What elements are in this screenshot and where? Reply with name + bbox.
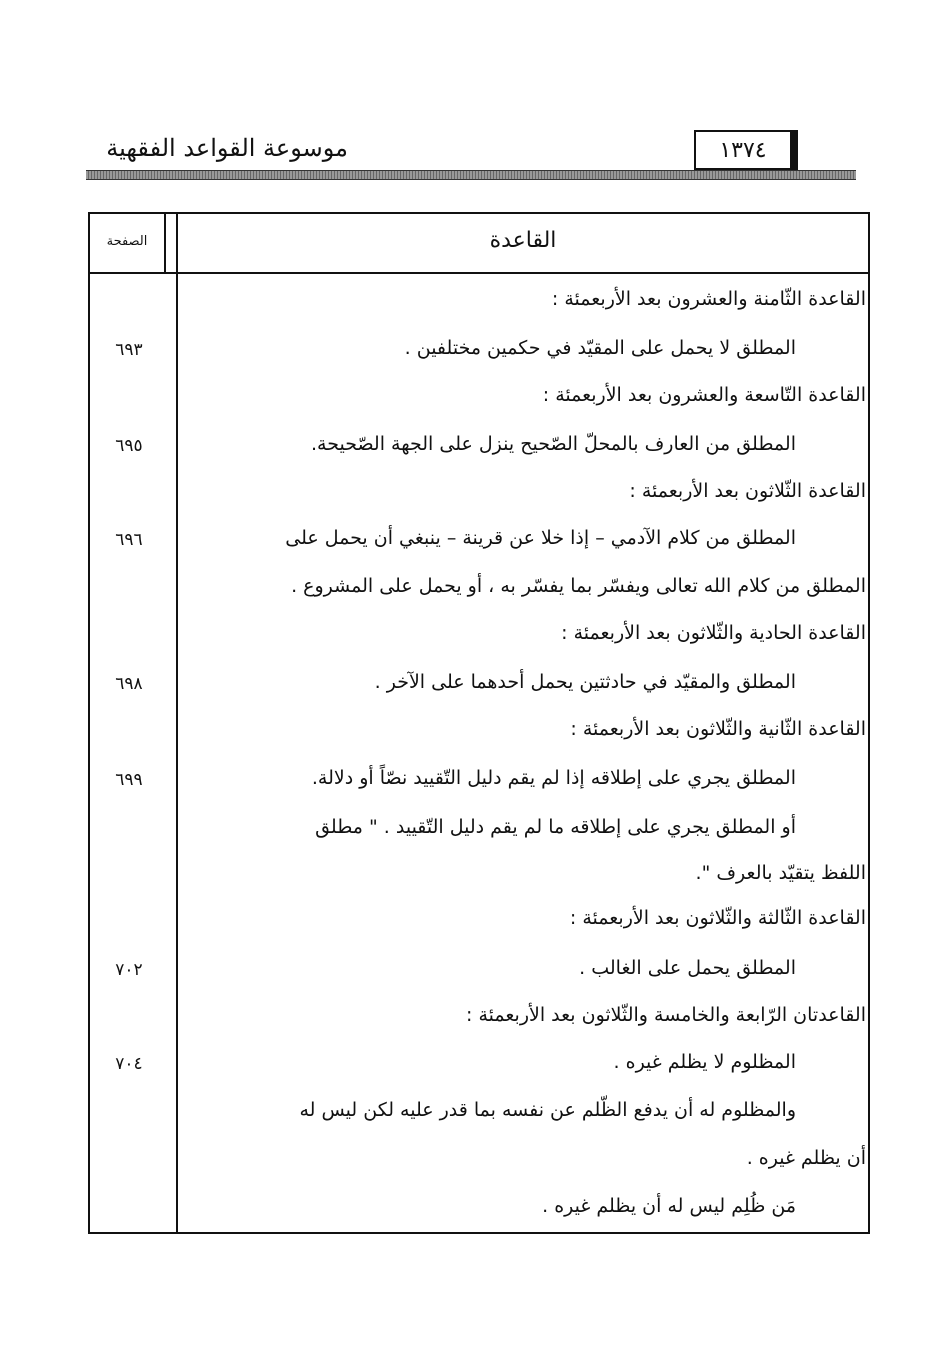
rule-text: المطلق لا يحمل على المقيّد في حكمين مختلفين . (404, 337, 796, 359)
rule-text: المطلق والمقيّد في حادثتين يحمل أحدهما على الآخر . (374, 671, 796, 693)
rule-heading: القاعدة الثّلاثون بعد الأربعمئة : (629, 480, 866, 502)
rule-text: والمظلوم له أن يدفع الظّلم عن نفسه بما قدر عليه لكن ليس له (299, 1099, 796, 1121)
rule-heading: القاعدة التّاسعة والعشرون بعد الأربعمئة : (542, 384, 866, 406)
rule-text: المطلق من كلام الآدمي – إذا خلا عن قرينة – ينبغي أن يحمل على (285, 527, 796, 549)
column-header-rule: القاعدة (489, 228, 557, 253)
page-ref: ٦٩٦ (115, 530, 143, 550)
rule-text: أن يظلم غيره . (746, 1147, 866, 1169)
page-ref: ٦٩٣ (115, 340, 143, 360)
rule-heading: القاعدة الحادية والثّلاثون بعد الأربعمئة : (561, 622, 866, 644)
header-rule (86, 170, 856, 180)
rule-text: المطلق يجري على إطلاقه إذا لم يقم دليل التّقييد نصّاً أو دلالة. (311, 767, 796, 789)
column-header-page: الصفحة (106, 234, 148, 249)
rule-text: أو المطلق يجري على إطلاقه ما لم يقم دليل التّقييد . " مطلق (315, 816, 796, 838)
rule-text: المطلق من العارف بالمحلّ الصّحيح ينزل على الجهة الصّحيحة. (310, 433, 796, 455)
rule-text: المظلوم لا يظلم غيره . (613, 1051, 796, 1073)
rule-text: المطلق يحمل على الغالب . (579, 957, 796, 979)
page-number: ١٣٧٤ (694, 130, 798, 170)
page-ref: ٦٩٨ (115, 674, 143, 694)
rule-text: مَن ظُلِم ليس له أن يظلم غيره . (542, 1195, 796, 1217)
page-ref: ٧٠٢ (115, 960, 143, 980)
rule-heading: القاعدة الثّامنة والعشرون بعد الأربعمئة : (551, 288, 866, 310)
page-ref: ٧٠٤ (115, 1054, 143, 1074)
rule-heading: القاعدة الثّالثة والثّلاثون بعد الأربعمئة : (569, 907, 866, 929)
column-divider (164, 214, 166, 274)
book-title: موسوعة القواعد الفقهية (106, 134, 348, 162)
page-column (88, 212, 178, 1234)
page-ref: ٦٩٩ (115, 770, 143, 790)
rule-text: المطلق من كلام الله تعالى ويفسّر بما يفسّر به ، أو يحمل على المشروع . (291, 575, 866, 597)
table-header-divider (88, 272, 870, 274)
rule-heading: القاعدة الثّانية والثّلاثون بعد الأربعمئة : (570, 718, 866, 740)
rule-heading: القاعدتان الرّابعة والخامسة والثّلاثون بعد الأربعمئة : (466, 1004, 866, 1026)
page-ref: ٦٩٥ (115, 436, 143, 456)
rule-text: اللفظ يتقيّد بالعرف ". (695, 862, 866, 884)
